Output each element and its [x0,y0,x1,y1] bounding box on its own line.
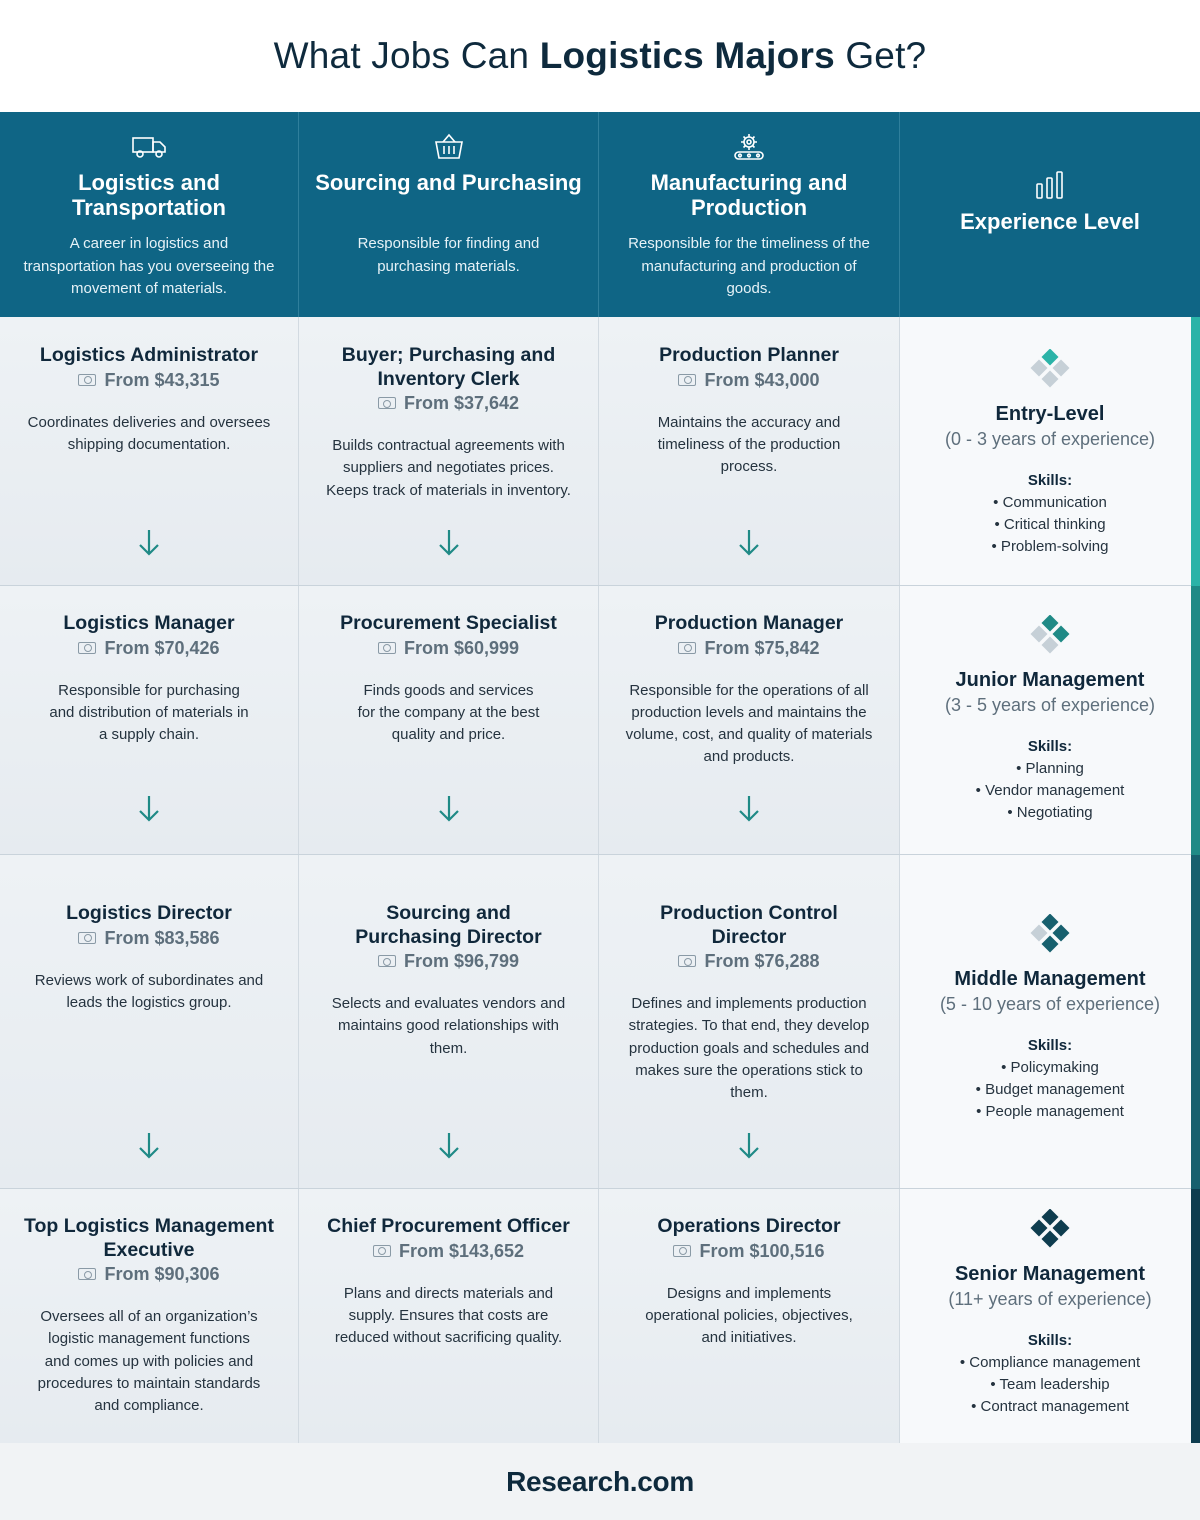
arrow-down-icon [437,794,461,824]
level-text [900,967,1200,1123]
level-card [900,317,1200,585]
job-description: Oversees all of an organization’s logistic management functions and comes up with policies and procedures to maintain standards and compliance. [37,1308,261,1415]
money-icon [78,1268,96,1280]
job-description: Reviews work of subordinates and leads the logistics group. [34,971,264,1011]
job-description: Responsible for the operations of all production levels and maintains the volume, cost, and quality of materials and products. [625,681,873,766]
money-icon [378,397,396,409]
job-card [299,586,599,854]
header-logistics [0,112,299,317]
level-stripe [1191,1189,1200,1443]
arrow-down-icon [737,1131,761,1161]
skill-item: • Vendor management [975,782,1125,799]
job-salary: From $43,315 [8,368,290,392]
level-text [900,1262,1200,1418]
job-card [299,317,599,585]
job-title: Logistics Director From $83,586 Reviews work of subordinates and leads the logistics group. [8,902,290,1014]
level-card [900,1189,1200,1443]
skill-item: • Policymaking [1001,1059,1099,1076]
job-title: Sourcing and Purchasing Director From $96,799 Selects and evaluates vendors and maintains good relationships with them. [307,902,590,1060]
job-salary: From $76,288 [607,949,891,973]
job-title: Production Manager From $75,842 Responsible for the operations of all production levels and maintains the volume, cost, and quality of materials and products. [607,612,891,769]
arrow-down-icon [437,1131,461,1161]
money-icon [78,642,96,654]
skill-item: • Team leadership [990,1376,1110,1393]
job-card [0,855,299,1188]
level-title: Middle Management [954,968,1146,990]
job-title: Logistics Administrator From $43,315 Coordinates deliveries and oversees shipping documentation. [8,344,290,456]
level-stripe [1191,855,1200,1189]
job-salary: From $43,000 [607,368,891,392]
skill-item: • Critical thinking [994,516,1106,533]
level-years: (11+ years of experience) [948,1289,1152,1309]
title-prefix: What Jobs Can [273,35,540,76]
skill-item: • People management [976,1103,1124,1120]
money-icon [78,374,96,386]
money-icon [378,955,396,967]
level-text [900,402,1200,558]
footer [0,1443,1200,1520]
title-bar [0,0,1200,112]
career-row [0,1189,1200,1443]
job-description: Selects and evaluates vendors and maintains good relationships with them. [331,995,566,1057]
job-description: Finds goods and services for the company at the best quality and price. [357,681,540,744]
skill-item: • Contract management [971,1398,1129,1415]
header-manufacturing [599,112,900,317]
job-title: Logistics Manager From $70,426 Responsible for purchasing and distribution of materials in a supply chain. [8,612,290,746]
job-description: Builds contractual agreements with suppliers and negotiates prices. Keeps track of materials in inventory. [326,437,571,499]
money-icon [673,1245,691,1257]
job-description: Responsible for purchasing and distribution of materials in a supply chain. [49,681,249,744]
level-diamonds-icon [1028,349,1072,393]
header-sourcing [299,112,599,317]
money-icon [678,642,696,654]
money-icon [373,1245,391,1257]
skill-item: • Compliance management [959,1354,1141,1371]
money-icon [678,955,696,967]
level-years: (5 - 10 years of experience) [939,994,1161,1014]
header-title: Sourcing and Purchasing [315,170,582,195]
job-salary: From $70,426 [8,636,290,660]
career-grid [0,317,1200,1443]
job-title: Operations Director From $100,516 Designs and implements operational policies, objectives, and initiatives. [607,1215,891,1349]
skills-heading: Skills: [1027,738,1073,755]
money-icon [678,374,696,386]
skill-item: • Communication [993,494,1107,511]
job-salary: From $83,586 [8,926,290,950]
job-salary: From $60,999 [307,636,590,660]
arrow-down-icon [737,794,761,824]
job-title: Production Control Director From $76,288 Defines and implements production strategies. To that end, they develop production goals and schedules and makes sure the operations stick to them. [607,902,891,1104]
job-salary: From $37,642 [307,391,590,415]
header-desc: Responsible for the timeliness of the manufacturing and production of goods. [628,235,870,297]
arrow-down-icon [437,528,461,558]
header-title: Manufacturing and Production [650,170,848,220]
header-experience [900,112,1200,317]
level-text [900,668,1200,824]
skills-heading: Skills: [1027,1037,1073,1054]
level-title: Senior Management [954,1263,1146,1285]
job-salary: From $90,306 [8,1262,290,1286]
level-card [900,586,1200,854]
skill-item: • Negotiating [1007,804,1093,821]
money-icon [78,932,96,944]
arrow-down-icon [137,1131,161,1161]
level-diamonds-icon [1028,914,1072,958]
skills-heading: Skills: [1027,1332,1073,1349]
bar-levels-icon [1032,170,1068,200]
level-title: Junior Management [955,669,1145,691]
title-suffix: Get? [834,35,927,76]
page-title [274,35,927,77]
job-description: Plans and directs materials and supply. Ensures that costs are reduced without sacrificing quality. [334,1284,563,1347]
job-card [599,317,900,585]
job-card [599,855,900,1188]
basket-icon [431,132,467,162]
skill-item: • Planning [1016,760,1084,777]
job-salary: From $75,842 [607,636,891,660]
header-desc: A career in logistics and transportation has you overseeing the movement of materials. [23,235,275,297]
level-stripe [1191,317,1200,586]
arrow-down-icon [137,794,161,824]
level-title: Entry-Level [995,403,1105,425]
arrow-down-icon [137,528,161,558]
job-title: Chief Procurement Officer From $143,652 Plans and directs materials and supply. Ensures that costs are reduced without sacrificing quality. [307,1215,590,1349]
header-title: Experience Level [960,209,1140,234]
level-years: (0 - 3 years of experience) [944,429,1156,449]
level-stripe [1191,586,1200,855]
job-card [0,586,299,854]
arrow-down-icon [737,528,761,558]
job-salary: From $96,799 [307,949,590,973]
title-bold: Logistics Majors [539,35,835,76]
job-card [599,586,900,854]
level-years: (3 - 5 years of experience) [944,695,1156,715]
skill-item: • Problem-solving [991,538,1109,555]
job-title: Procurement Specialist From $60,999 Finds goods and services for the company at the best quality and price. [307,612,590,746]
job-salary: From $143,652 [307,1239,590,1263]
job-card [299,855,599,1188]
job-salary: From $100,516 [607,1239,891,1263]
job-description: Maintains the accuracy and timeliness of the production process. [657,413,841,476]
truck-icon [131,132,167,162]
column-header [0,112,1200,317]
job-description: Designs and implements operational policies, objectives, and initiatives. [645,1284,853,1347]
job-card [299,1189,599,1443]
job-description: Defines and implements production strategies. To that end, they develop production goals and schedules and makes sure the operations stick to them. [628,995,870,1102]
job-card [0,317,299,585]
header-title: Logistics and Transportation [71,170,226,220]
brand-logo[interactable]: Research.com [506,1465,694,1497]
job-description: Coordinates deliveries and oversees shipping documentation. [27,413,271,453]
header-desc: Responsible for finding and purchasing materials. [357,235,540,275]
skills-heading: Skills: [1027,472,1073,489]
job-card [599,1189,900,1443]
job-title: Production Planner From $43,000 Maintains the accuracy and timeliness of the production process. [607,344,891,478]
job-title: Buyer; Purchasing and Inventory Clerk From $37,642 Builds contractual agreements with suppliers and negotiates prices. Keeps track of materials in inventory. [307,344,590,502]
career-row [0,855,1200,1189]
career-row [0,586,1200,855]
level-diamonds-icon [1028,1209,1072,1253]
skill-item: • Budget management [975,1081,1125,1098]
conveyor-gear-icon [731,132,767,162]
money-icon [378,642,396,654]
level-card [900,855,1200,1188]
level-diamonds-icon [1028,615,1072,659]
job-card [0,1189,299,1443]
job-title: Top Logistics Management Executive From $90,306 Oversees all of an organization’s logistic management functions and comes up with policies and procedures to maintain standards and compliance. [8,1215,290,1417]
career-row [0,317,1200,586]
